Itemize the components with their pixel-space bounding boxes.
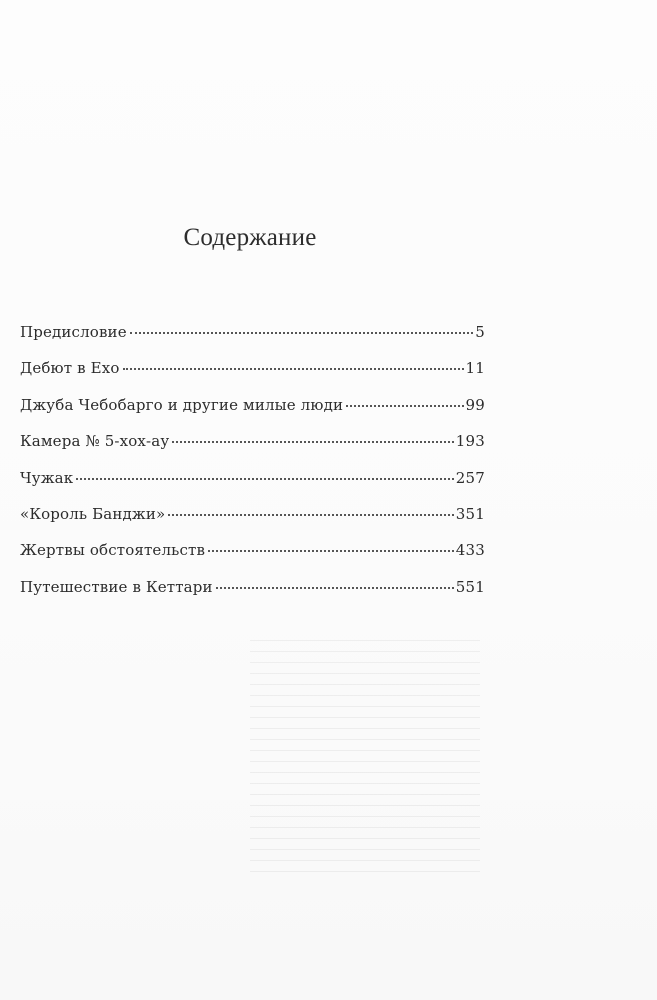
toc-entry-page: 5 <box>475 323 485 341</box>
toc-entry-title: Жертвы обстоятельств <box>20 541 206 560</box>
table-of-contents <box>20 323 485 614</box>
toc-entry <box>20 359 485 395</box>
toc-entry-page: 99 <box>465 395 485 414</box>
toc-entry-title: Камера № 5-хох-ау <box>20 432 170 451</box>
toc-entry-page: 551 <box>455 577 485 596</box>
toc-leader-dots <box>130 332 474 334</box>
toc-entry-page: 257 <box>455 468 485 487</box>
page-title: Содержание <box>183 224 317 251</box>
toc-entry <box>20 323 485 359</box>
toc-entry <box>20 396 485 432</box>
toc-leader-dots <box>216 587 454 589</box>
toc-leader-dots <box>346 405 463 407</box>
toc-entry-title: Чужак <box>20 468 74 487</box>
toc-entry <box>20 432 485 468</box>
toc-entry-title: Джуба Чебобарго и другие милые люди <box>20 395 344 414</box>
toc-entry-title: Дебют в Ехо <box>20 359 120 378</box>
toc-leader-dots <box>168 514 453 516</box>
toc-entry-title: Предисловие <box>20 323 127 341</box>
toc-entry <box>20 505 485 541</box>
toc-leader-dots <box>172 441 453 443</box>
toc-entry-page: 351 <box>455 504 485 523</box>
toc-leader-dots <box>208 550 454 552</box>
toc-entry <box>20 469 485 505</box>
toc-entry-page: 193 <box>455 432 485 451</box>
toc-entry-page: 11 <box>465 359 485 378</box>
toc-leader-dots <box>123 368 464 370</box>
show-through-texture <box>250 640 480 880</box>
toc-leader-dots <box>76 478 453 480</box>
toc-entry <box>20 541 485 577</box>
toc-entry <box>20 578 485 614</box>
toc-entry-page: 433 <box>455 541 485 560</box>
toc-entry-title: «Король Банджи» <box>20 504 166 523</box>
toc-entry-title: Путешествие в Кеттари <box>20 577 213 596</box>
